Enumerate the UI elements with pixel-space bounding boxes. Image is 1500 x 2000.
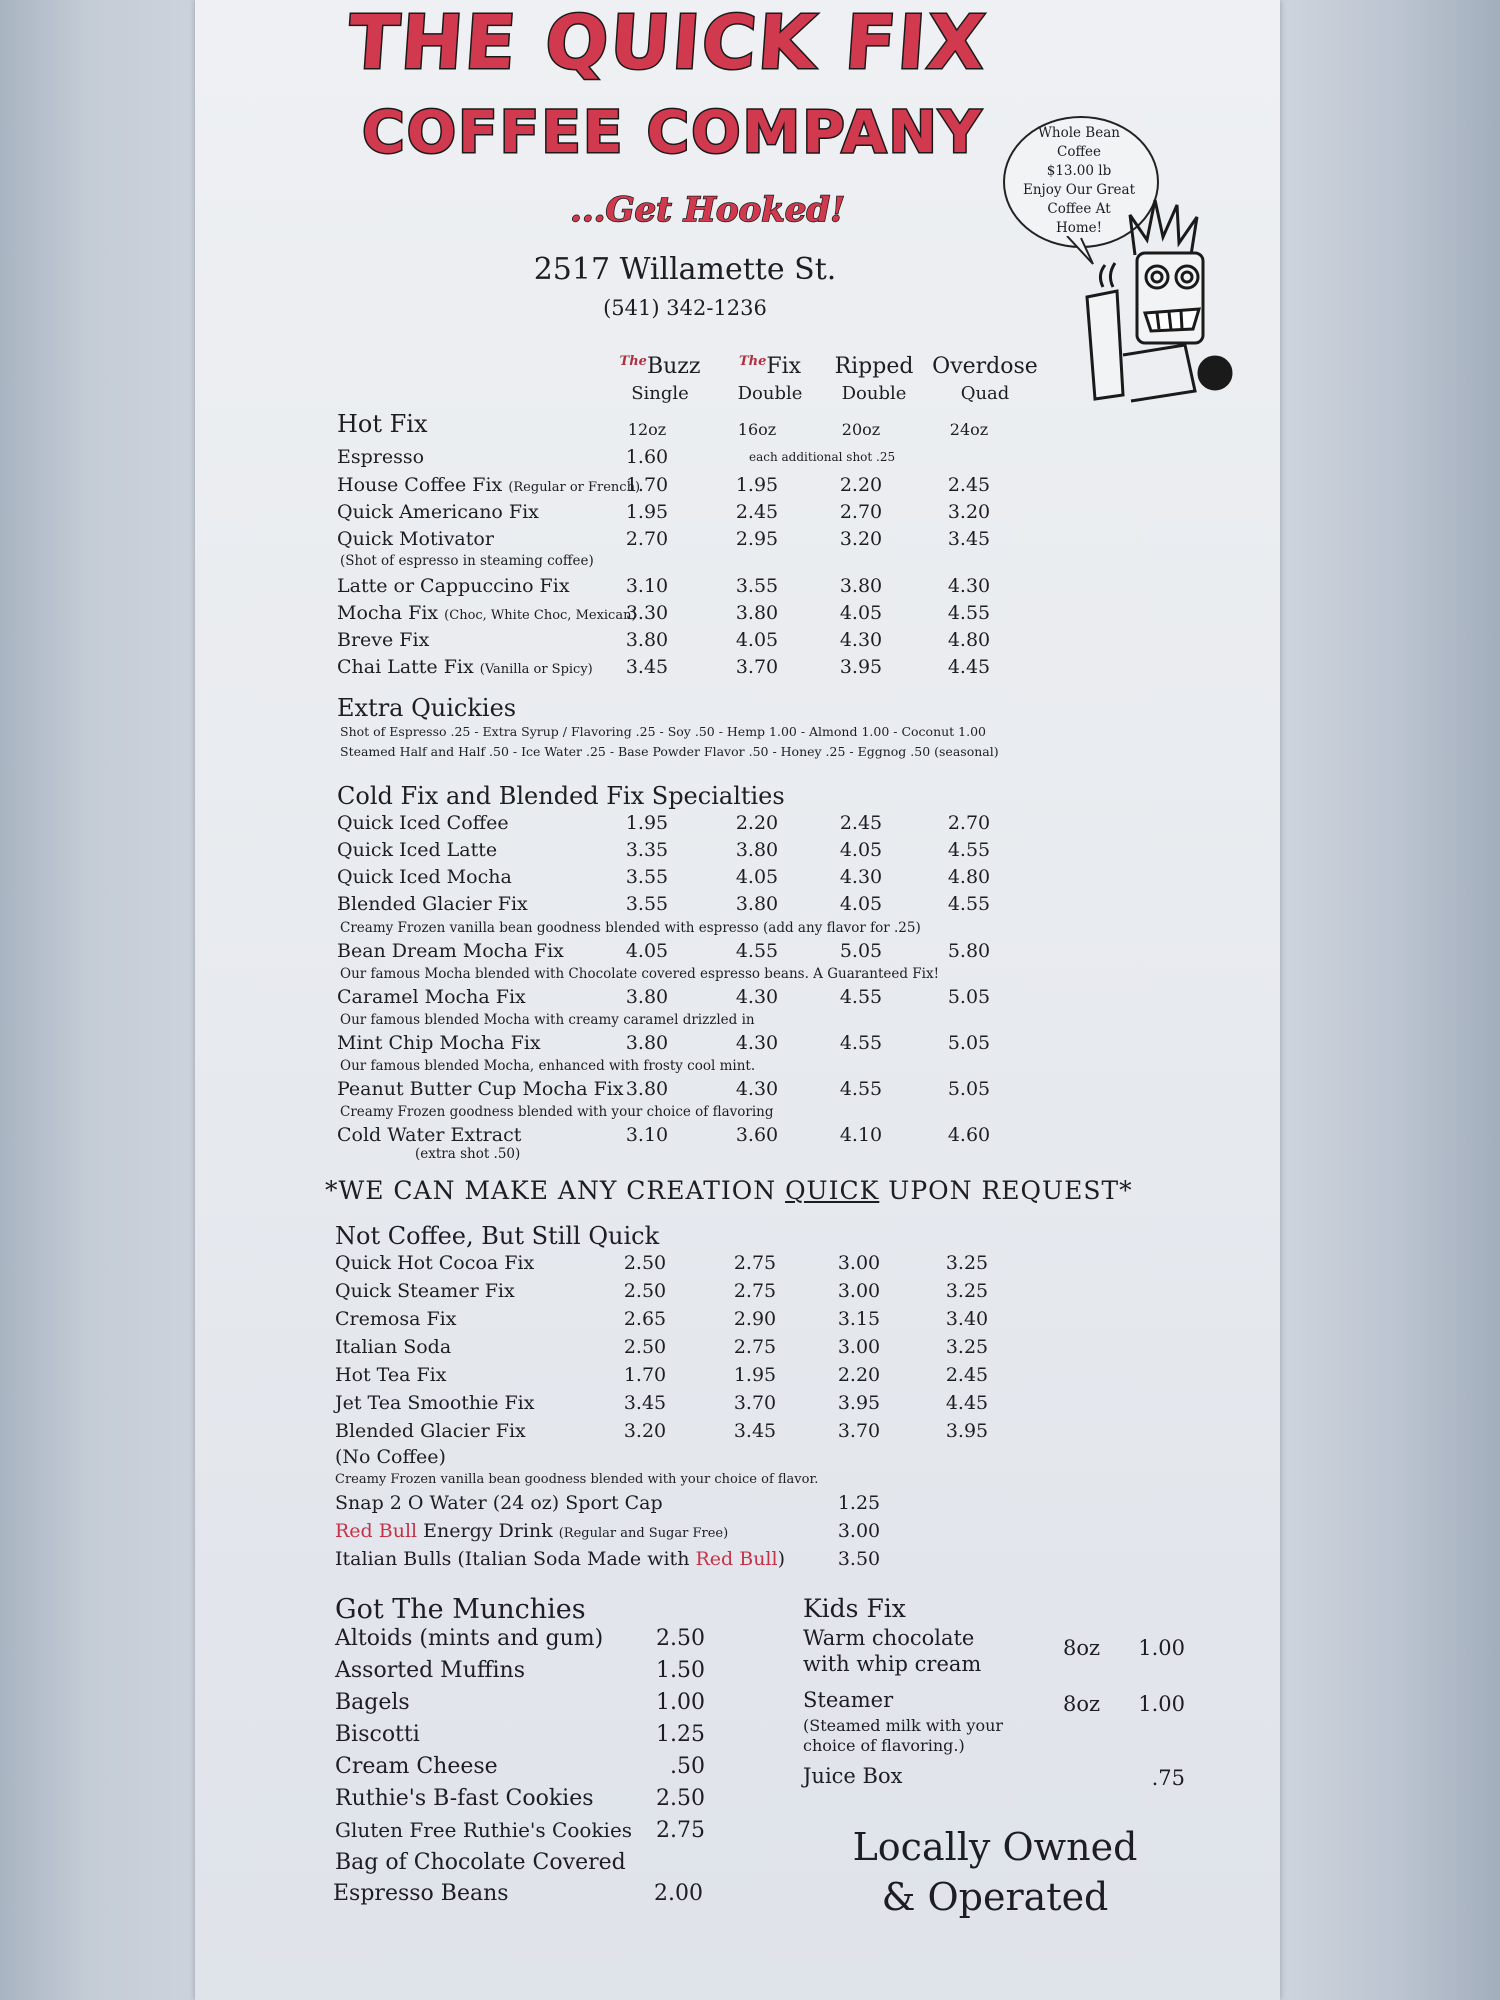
price: 2.50 [623, 1336, 667, 1358]
price: 4.30 [839, 866, 883, 888]
kids-item-name: with whip cream [803, 1652, 982, 1676]
price: 2.50 [656, 1626, 705, 1651]
munchie-row [335, 1754, 735, 1786]
item-name: Jet Tea Smoothie Fix [335, 1392, 535, 1414]
item-name: Espresso [337, 446, 425, 468]
kids-item-description: (Steamed milk with your [803, 1716, 1004, 1735]
price: 4.55 [839, 986, 883, 1008]
creation-banner [325, 1176, 1133, 1205]
price: 1.95 [735, 474, 779, 496]
price: .50 [670, 1754, 705, 1779]
item-name: Bag of Chocolate Covered [335, 1850, 626, 1875]
item-label: Energy Drink [417, 1520, 559, 1542]
price: 3.50 [837, 1548, 881, 1570]
price: 4.30 [735, 1032, 779, 1054]
price: 4.55 [735, 940, 779, 962]
size-row [337, 420, 1217, 448]
size-label: 24oz [949, 420, 989, 439]
item-name: Quick Iced Mocha [337, 866, 512, 888]
price: 3.00 [837, 1252, 881, 1274]
kids-item-price: 1.00 [1138, 1636, 1185, 1660]
price: 2.65 [623, 1308, 667, 1330]
item-label: Chai Latte Fix [337, 656, 474, 678]
price: 3.55 [625, 893, 669, 915]
menu-row [335, 1252, 1215, 1280]
item-label: ) [777, 1548, 786, 1570]
footer-line: & Operated [881, 1875, 1109, 1919]
item-name: Quick Hot Cocoa Fix [335, 1252, 535, 1274]
menu-row [337, 501, 1217, 529]
item-name: Altoids (mints and gum) [335, 1626, 604, 1651]
size-label: 16oz [737, 420, 777, 439]
menu-row [337, 629, 1217, 657]
price: 5.05 [947, 1032, 991, 1054]
price: 4.55 [839, 1032, 883, 1054]
menu-row [337, 575, 1217, 603]
menu-row [337, 812, 1217, 840]
price: 3.35 [625, 839, 669, 861]
extras-line: Shot of Espresso .25 - Extra Syrup / Flavoring .25 - Soy .50 - Hemp 1.00 - Almond 1.00 - Coconut 1.00 [340, 724, 987, 739]
price: 4.05 [735, 629, 779, 651]
section-title-extras: Extra Quickies [337, 694, 517, 722]
price: 2.20 [735, 812, 779, 834]
price: 1.25 [656, 1722, 705, 1747]
column-prefix: The [619, 354, 647, 369]
column-shot: Single [631, 383, 689, 404]
price: 2.75 [733, 1252, 777, 1274]
column-shot: Quad [960, 383, 1010, 404]
munchie-row [335, 1786, 735, 1818]
brand-name: Red Bull [335, 1520, 418, 1542]
item-name [335, 1548, 785, 1570]
tagline: ...Get Hooked! [570, 190, 846, 230]
price: 1.95 [733, 1364, 777, 1386]
extras-line: Steamed Half and Half .50 - Ice Water .25 - Base Powder Flavor .50 - Honey .25 - Eggnog .50 (seasonal) [340, 744, 999, 759]
price: 5.80 [947, 940, 991, 962]
logo-subtitle: COFFEE COMPANY [362, 98, 983, 166]
price: 3.45 [623, 1392, 667, 1414]
address: 2517 Willamette St. [533, 252, 837, 287]
kids-item-size: 8oz [1063, 1692, 1101, 1716]
price: 1.70 [623, 1364, 667, 1386]
item-name [337, 602, 637, 624]
item-description: Creamy Frozen vanilla bean goodness blended with your choice of flavor. [335, 1472, 819, 1487]
menu-row [337, 893, 1217, 921]
item-name: Quick Iced Coffee [337, 812, 509, 834]
price: 3.25 [945, 1336, 989, 1358]
price: 3.30 [625, 602, 669, 624]
item-description: Creamy Frozen vanilla bean goodness blended with espresso (add any flavor for .25) [340, 920, 921, 936]
price: 4.80 [947, 866, 991, 888]
price: 1.95 [625, 501, 669, 523]
price: 3.20 [623, 1420, 667, 1442]
section-title-kids: Kids Fix [803, 1594, 906, 1623]
bubble-line: Whole Bean [1038, 125, 1120, 141]
munchie-row [335, 1850, 735, 1882]
menu-row [337, 1032, 1217, 1060]
price: 1.95 [625, 812, 669, 834]
price: 5.05 [839, 940, 883, 962]
item-description: Our famous Mocha blended with Chocolate covered espresso beans. A Guaranteed Fix! [340, 966, 940, 982]
item-name: Snap 2 O Water (24 oz) Sport Cap [335, 1492, 663, 1514]
item-name: Breve Fix [337, 629, 430, 651]
price: 2.45 [735, 501, 779, 523]
price: 3.10 [625, 575, 669, 597]
item-name: Quick Americano Fix [337, 501, 539, 523]
menu-row [337, 866, 1217, 894]
item-name: Peanut Butter Cup Mocha Fix [337, 1078, 624, 1100]
price: 2.50 [656, 1786, 705, 1811]
price: 4.30 [735, 986, 779, 1008]
price: 3.80 [735, 839, 779, 861]
item-name: Quick Steamer Fix [335, 1280, 515, 1302]
price: 3.80 [735, 602, 779, 624]
menu-row [335, 1520, 1215, 1548]
price: 1.70 [625, 474, 669, 496]
menu-row [337, 656, 1217, 684]
price: 4.05 [625, 940, 669, 962]
price: 3.70 [735, 656, 779, 678]
price: 2.45 [947, 474, 991, 496]
item-description: (Shot of espresso in steaming coffee) [340, 553, 594, 569]
price: 3.25 [945, 1252, 989, 1274]
section-title-cold: Cold Fix and Blended Fix Specialties [337, 782, 785, 810]
bubble-line: $13.00 lb [1046, 163, 1112, 179]
item-name: Cold Water Extract [337, 1124, 522, 1146]
item-description: Our famous blended Mocha with creamy caramel drizzled in [340, 1012, 755, 1028]
menu-row [337, 528, 1217, 556]
price: 2.70 [839, 501, 883, 523]
price: 3.80 [625, 1032, 669, 1054]
column-prefix: The [738, 354, 767, 369]
price: 2.20 [839, 474, 883, 496]
item-name: Assorted Muffins [335, 1658, 525, 1683]
column-shot: Double [737, 383, 803, 404]
phone-number: (541) 342-1236 [603, 296, 767, 320]
bubble-line: Home! [1055, 220, 1103, 236]
menu-row [335, 1420, 1215, 1448]
price: 3.20 [947, 501, 991, 523]
menu-row [337, 839, 1217, 867]
price: 4.80 [947, 629, 991, 651]
price: 3.40 [945, 1308, 989, 1330]
price: 3.95 [839, 656, 883, 678]
item-name: Bagels [335, 1690, 410, 1715]
bubble-line: Coffee At [1047, 201, 1111, 217]
price: 3.70 [837, 1420, 881, 1442]
price: 2.20 [837, 1364, 881, 1386]
kids-item-price: 1.00 [1138, 1692, 1185, 1716]
item-name: Ruthie's B-fast Cookies [335, 1786, 594, 1811]
item-subname: (No Coffee) [335, 1446, 446, 1468]
price: 3.80 [625, 1078, 669, 1100]
price: 2.95 [735, 528, 779, 550]
mascot-icon [1075, 195, 1255, 415]
column-name: Ripped [834, 354, 914, 379]
munchie-row [335, 1722, 735, 1754]
menu-row-espresso [337, 446, 1217, 474]
item-name: Cremosa Fix [335, 1308, 457, 1330]
price: 3.45 [947, 528, 991, 550]
item-name: Cream Cheese [335, 1754, 498, 1779]
item-name: Italian Soda [335, 1336, 452, 1358]
price: 4.05 [839, 839, 883, 861]
bubble-line: Coffee [1056, 144, 1102, 160]
logo-title: THE QUICK FIX [345, 0, 990, 86]
item-name [337, 656, 593, 678]
size-label: 20oz [841, 420, 881, 439]
bubble-line: Enjoy Our Great [1023, 182, 1135, 198]
item-name: Hot Tea Fix [335, 1364, 447, 1386]
column-name: Buzz [646, 354, 701, 379]
kids-item-name: Warm chocolate [803, 1626, 975, 1650]
price: 2.50 [623, 1252, 667, 1274]
item-name: Blended Glacier Fix [337, 893, 528, 915]
item-name [337, 474, 640, 496]
item-description: Our famous blended Mocha, enhanced with frosty cool mint. [340, 1058, 756, 1074]
price: 3.80 [625, 986, 669, 1008]
item-name: Bean Dream Mocha Fix [337, 940, 564, 962]
menu-row [337, 474, 1217, 502]
price: 3.45 [733, 1420, 777, 1442]
section-title-munchies: Got The Munchies [335, 1594, 586, 1625]
banner-text: UPON REQUEST* [879, 1176, 1133, 1205]
section-title-not-coffee: Not Coffee, But Still Quick [335, 1222, 660, 1250]
price: 4.45 [945, 1392, 989, 1414]
item-name: Espresso Beans [333, 1881, 509, 1906]
price: 2.75 [733, 1280, 777, 1302]
price: 4.45 [947, 656, 991, 678]
menu-row [335, 1308, 1215, 1336]
price: 3.80 [735, 893, 779, 915]
kids-item-description: choice of flavoring.) [803, 1736, 965, 1755]
item-description: Creamy Frozen goodness blended with your choice of flavoring [340, 1104, 774, 1120]
item-name: Biscotti [335, 1722, 420, 1747]
price: 1.60 [625, 446, 669, 468]
item-name: Quick Motivator [337, 528, 494, 550]
column-name: Fix [766, 354, 802, 379]
munchie-row [335, 1818, 735, 1850]
footer-line: Locally Owned [852, 1825, 1138, 1869]
price: 2.00 [654, 1881, 703, 1906]
column-header-overdose [925, 354, 1045, 404]
price: 3.00 [837, 1336, 881, 1358]
price: 3.80 [625, 629, 669, 651]
banner-text: *WE CAN MAKE ANY CREATION [325, 1176, 786, 1205]
price: 3.00 [837, 1520, 881, 1542]
price: 3.95 [837, 1392, 881, 1414]
price: 2.45 [839, 812, 883, 834]
column-header-buzz [615, 354, 705, 404]
price: 4.55 [947, 602, 991, 624]
munchie-row [333, 1881, 733, 1913]
banner-quick: QUICK [785, 1176, 880, 1205]
espresso-note: each additional shot .25 [749, 450, 896, 464]
menu-row [337, 986, 1217, 1014]
item-note: (Regular and Sugar Free) [558, 1526, 729, 1541]
section-title-hot-fix: Hot Fix [337, 410, 428, 438]
item-name: Quick Iced Latte [337, 839, 498, 861]
price: 2.75 [733, 1336, 777, 1358]
price: 4.30 [839, 629, 883, 651]
price: 4.55 [839, 1078, 883, 1100]
price: 3.20 [839, 528, 883, 550]
item-name: Gluten Free Ruthie's Cookies [335, 1818, 633, 1842]
size-label: 12oz [627, 420, 667, 439]
item-description: (extra shot .50) [415, 1146, 521, 1162]
price: 4.60 [947, 1124, 991, 1146]
item-label: House Coffee Fix [337, 474, 503, 496]
price: 1.50 [656, 1658, 705, 1683]
price: 4.55 [947, 839, 991, 861]
price: 1.25 [837, 1492, 881, 1514]
item-name: Mint Chip Mocha Fix [337, 1032, 541, 1054]
price: 3.00 [837, 1280, 881, 1302]
menu-row [335, 1364, 1215, 1392]
price: 3.45 [625, 656, 669, 678]
column-header-fix [725, 354, 815, 404]
munchie-row [335, 1690, 735, 1722]
item-label: Italian Bulls (Italian Soda Made with [335, 1548, 696, 1570]
price: 2.45 [945, 1364, 989, 1386]
menu-row [337, 1078, 1217, 1106]
price: 2.70 [625, 528, 669, 550]
price: 2.70 [947, 812, 991, 834]
price: 2.50 [623, 1280, 667, 1302]
menu-row [337, 940, 1217, 968]
price: 3.10 [625, 1124, 669, 1146]
price: 2.75 [656, 1818, 705, 1843]
price: 3.80 [839, 575, 883, 597]
kids-item-size: 8oz [1063, 1636, 1101, 1660]
item-name: Caramel Mocha Fix [337, 986, 526, 1008]
kids-item-name: Steamer [803, 1688, 894, 1712]
price: 3.55 [735, 575, 779, 597]
locally-owned-text [815, 1822, 1175, 1922]
price: 2.90 [733, 1308, 777, 1330]
menu-row [335, 1446, 1215, 1474]
price: 3.70 [733, 1392, 777, 1414]
price: 4.05 [735, 866, 779, 888]
item-note: (Regular or French) [508, 480, 641, 495]
price: 3.25 [945, 1280, 989, 1302]
menu-poster [195, 0, 1280, 2000]
price: 3.95 [945, 1420, 989, 1442]
column-shot: Double [841, 383, 907, 404]
price: 4.05 [839, 893, 883, 915]
item-name: Latte or Cappuccino Fix [337, 575, 570, 597]
price: 3.60 [735, 1124, 779, 1146]
kids-item-price: .75 [1151, 1766, 1185, 1790]
item-name [335, 1520, 728, 1542]
menu-row [335, 1392, 1215, 1420]
price: 3.55 [625, 866, 669, 888]
price: 4.30 [947, 575, 991, 597]
brand-name: Red Bull [695, 1548, 778, 1570]
price: 4.05 [839, 602, 883, 624]
price: 4.55 [947, 893, 991, 915]
price: 5.05 [947, 986, 991, 1008]
price: 3.15 [837, 1308, 881, 1330]
item-name: Blended Glacier Fix [335, 1420, 526, 1442]
kids-item-name: Juice Box [803, 1764, 903, 1788]
price: 1.00 [656, 1690, 705, 1715]
column-name: Overdose [932, 354, 1038, 379]
menu-row [335, 1280, 1215, 1308]
price: 4.30 [735, 1078, 779, 1100]
item-note: (Choc, White Choc, Mexican) [444, 608, 637, 623]
price: 5.05 [947, 1078, 991, 1100]
price: 4.10 [839, 1124, 883, 1146]
munchie-row [335, 1626, 735, 1658]
item-note: (Vanilla or Spicy) [479, 662, 593, 677]
menu-row [337, 602, 1217, 630]
column-header-ripped [829, 354, 919, 404]
menu-row [335, 1492, 1215, 1520]
menu-row [335, 1548, 1215, 1576]
munchie-row [335, 1658, 735, 1690]
item-label: Mocha Fix [337, 602, 439, 624]
menu-row [335, 1336, 1215, 1364]
